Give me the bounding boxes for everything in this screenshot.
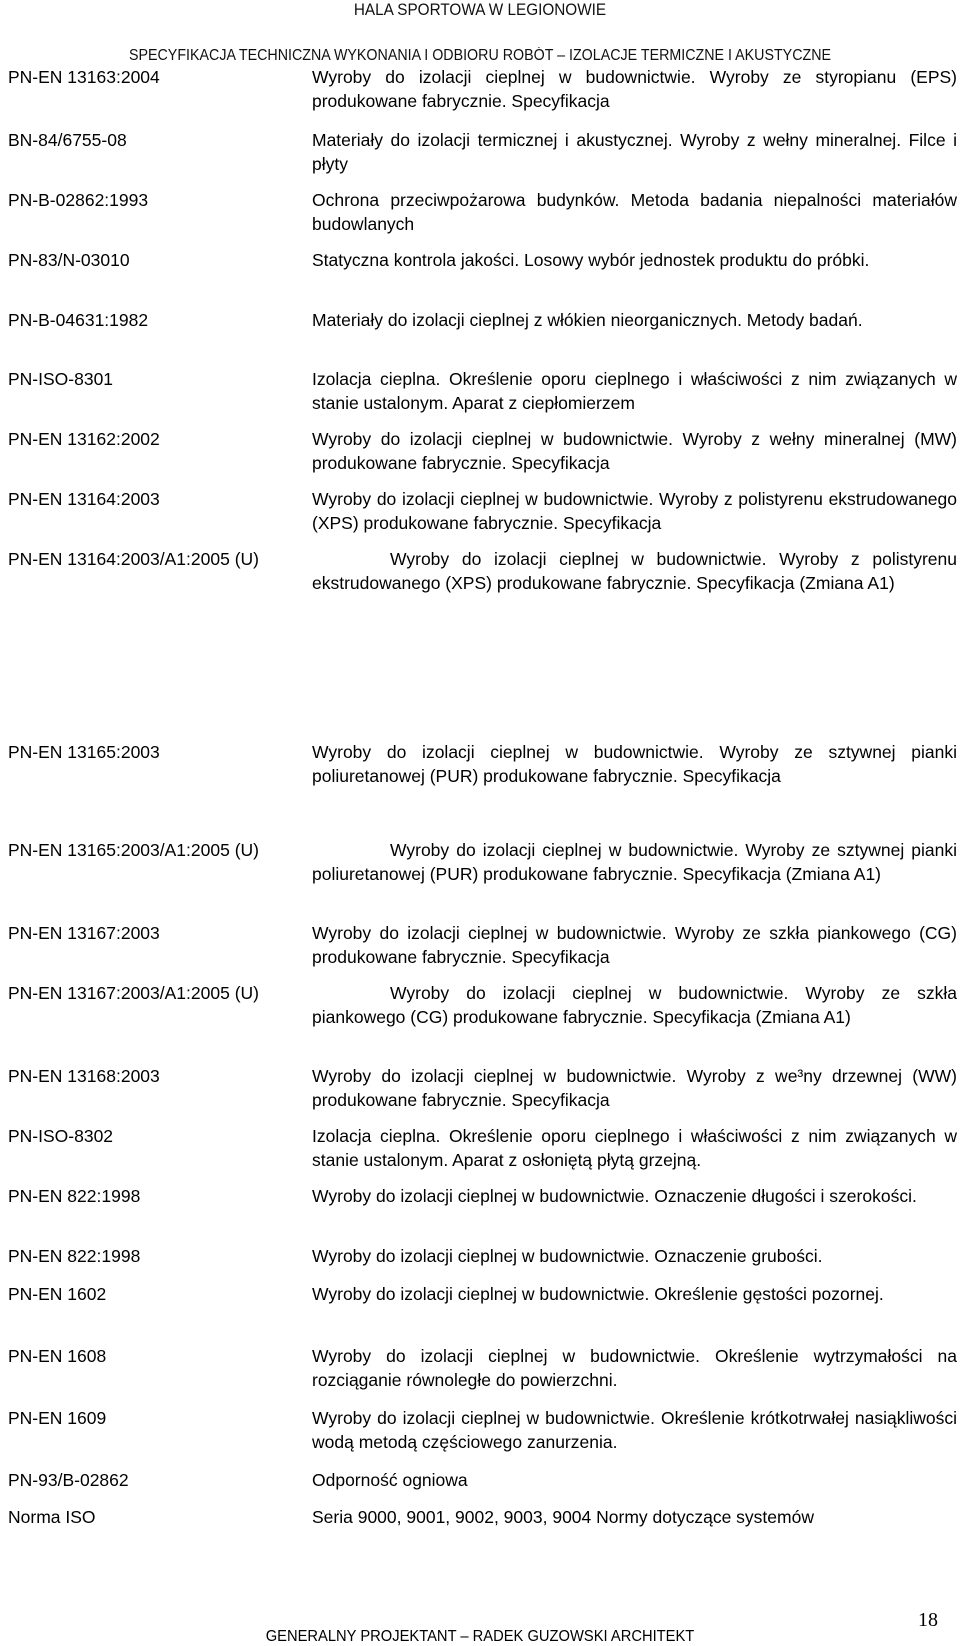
standard-code: PN-EN 13167:2003: [8, 923, 160, 943]
standard-description: Wyroby do izolacji cieplnej w budownictwie. Określenie gęstości pozornej.: [312, 1284, 884, 1304]
page-number: 18: [918, 1609, 938, 1631]
standard-description: Wyroby do izolacji cieplnej w budownictwie. Określenie krótkotrwałej nasiąkliwości wodą metodą częściowego zanurzenia.: [312, 1408, 957, 1452]
standard-code: PN-EN 13167:2003/A1:2005 (U): [8, 983, 259, 1003]
standard-description: Wyroby do izolacji cieplnej w budownictwie. Wyroby ze sztywnej pianki poliuretanowej (PUR) produkowane fabrycznie. Specyfikacja (Zmiana A1): [312, 840, 957, 884]
standard-code: PN-B-04631:1982: [8, 310, 149, 330]
standard-code: PN-EN 13164:2003/A1:2005 (U): [8, 549, 259, 569]
standard-description: Seria 9000, 9001, 9002, 9003, 9004 Normy dotyczące systemów: [312, 1507, 814, 1527]
standard-code: Norma ISO: [8, 1507, 96, 1527]
standard-code: PN-EN 13163:2004: [8, 67, 160, 87]
standard-description: Wyroby do izolacji cieplnej w budownictwie. Wyroby ze szkła piankowego (CG) produkowane fabrycznie. Specyfikacja (Zmiana A1): [312, 983, 957, 1027]
standard-code: PN-B-02862:1993: [8, 190, 149, 210]
standard-description: Wyroby do izolacji cieplnej w budownictwie. Wyroby z we³ny drzewnej (WW) produkowane fabrycznie. Specyfikacja: [312, 1066, 957, 1110]
standard-code: PN-EN 13168:2003: [8, 1066, 160, 1086]
document-footer: GENERALNY PROJEKTANT – RADEK GUZOWSKI ARCHITEKT: [265, 1628, 695, 1645]
standard-code: PN-83/N-03010: [8, 250, 130, 270]
standard-description: Wyroby do izolacji cieplnej w budownictwie. Wyroby ze sztywnej pianki poliuretanowej (PUR) produkowane fabrycznie. Specyfikacja: [312, 742, 957, 786]
standard-description: Materiały do izolacji termicznej i akustycznej. Wyroby z wełny mineralnej. Filce i płyty: [312, 130, 957, 174]
standard-description: Izolacja cieplna. Określenie oporu cieplnego i właściwości z nim związanych w stanie ustalonym. Aparat z osłoniętą płytą grzejną.: [312, 1126, 957, 1170]
standard-code: PN-EN 13165:2003/A1:2005 (U): [8, 840, 259, 860]
document-header-subtitle: SPECYFIKACJA TECHNICZNA WYKONANIA I ODBIORU ROBÓT – IZOLACJE TERMICZNE I AKUSTYCZNE: [128, 47, 832, 64]
standard-description: Wyroby do izolacji cieplnej w budownictwie. Wyroby z wełny mineralnej (MW) produkowane fabrycznie. Specyfikacja: [312, 429, 957, 473]
standard-description: Wyroby do izolacji cieplnej w budownictwie. Oznaczenie długości i szerokości.: [312, 1186, 917, 1206]
document-header-title: HALA SPORTOWA W LEGIONOWIE: [353, 0, 607, 19]
standard-code: PN-EN 1609: [8, 1408, 107, 1428]
standard-code: PN-EN 13165:2003: [8, 742, 160, 762]
standard-code: PN-ISO-8301: [8, 369, 114, 389]
standard-description: Ochrona przeciwpożarowa budynków. Metoda badania niepalności materiałów budowlanych: [312, 190, 957, 234]
standard-code: PN-EN 13162:2002: [8, 429, 160, 449]
standard-code: PN-EN 1602: [8, 1284, 107, 1304]
standard-description: Wyroby do izolacji cieplnej w budownictwie. Wyroby ze styropianu (EPS) produkowane fabrycznie. Specyfikacja: [312, 67, 957, 111]
standard-code: BN-84/6755-08: [8, 130, 127, 150]
standard-description: Wyroby do izolacji cieplnej w budownictwie. Wyroby ze szkła piankowego (CG) produkowane fabrycznie. Specyfikacja: [312, 923, 957, 967]
standard-description: Materiały do izolacji cieplnej z włókien nieorganicznych. Metody badań.: [312, 310, 863, 330]
standard-description: Odporność ogniowa: [312, 1470, 468, 1490]
standard-code: PN-93/B-02862: [8, 1470, 129, 1490]
standard-code: PN-EN 822:1998: [8, 1186, 141, 1206]
standard-code: PN-EN 1608: [8, 1346, 107, 1366]
standard-code: PN-EN 13164:2003: [8, 489, 160, 509]
standard-description: Wyroby do izolacji cieplnej w budownictwie. Określenie wytrzymałości na rozciąganie równoległe do powierzchni.: [312, 1346, 957, 1390]
standard-description: Wyroby do izolacji cieplnej w budownictwie. Wyroby z polistyrenu ekstrudowanego (XPS) produkowane fabrycznie. Specyfikacja (Zmiana A1): [312, 549, 957, 593]
standard-code: PN-EN 822:1998: [8, 1246, 141, 1266]
standard-description: Wyroby do izolacji cieplnej w budownictwie. Oznaczenie grubości.: [312, 1246, 823, 1266]
standard-description: Izolacja cieplna. Określenie oporu cieplnego i właściwości z nim związanych w stanie ustalonym. Aparat z ciepłomierzem: [312, 369, 957, 413]
standard-description: Statyczna kontrola jakości. Losowy wybór jednostek produktu do próbki.: [312, 250, 870, 270]
standard-description: Wyroby do izolacji cieplnej w budownictwie. Wyroby z polistyrenu ekstrudowanego (XPS) produkowane fabrycznie. Specyfikacja: [312, 489, 957, 533]
standard-code: PN-ISO-8302: [8, 1126, 114, 1146]
